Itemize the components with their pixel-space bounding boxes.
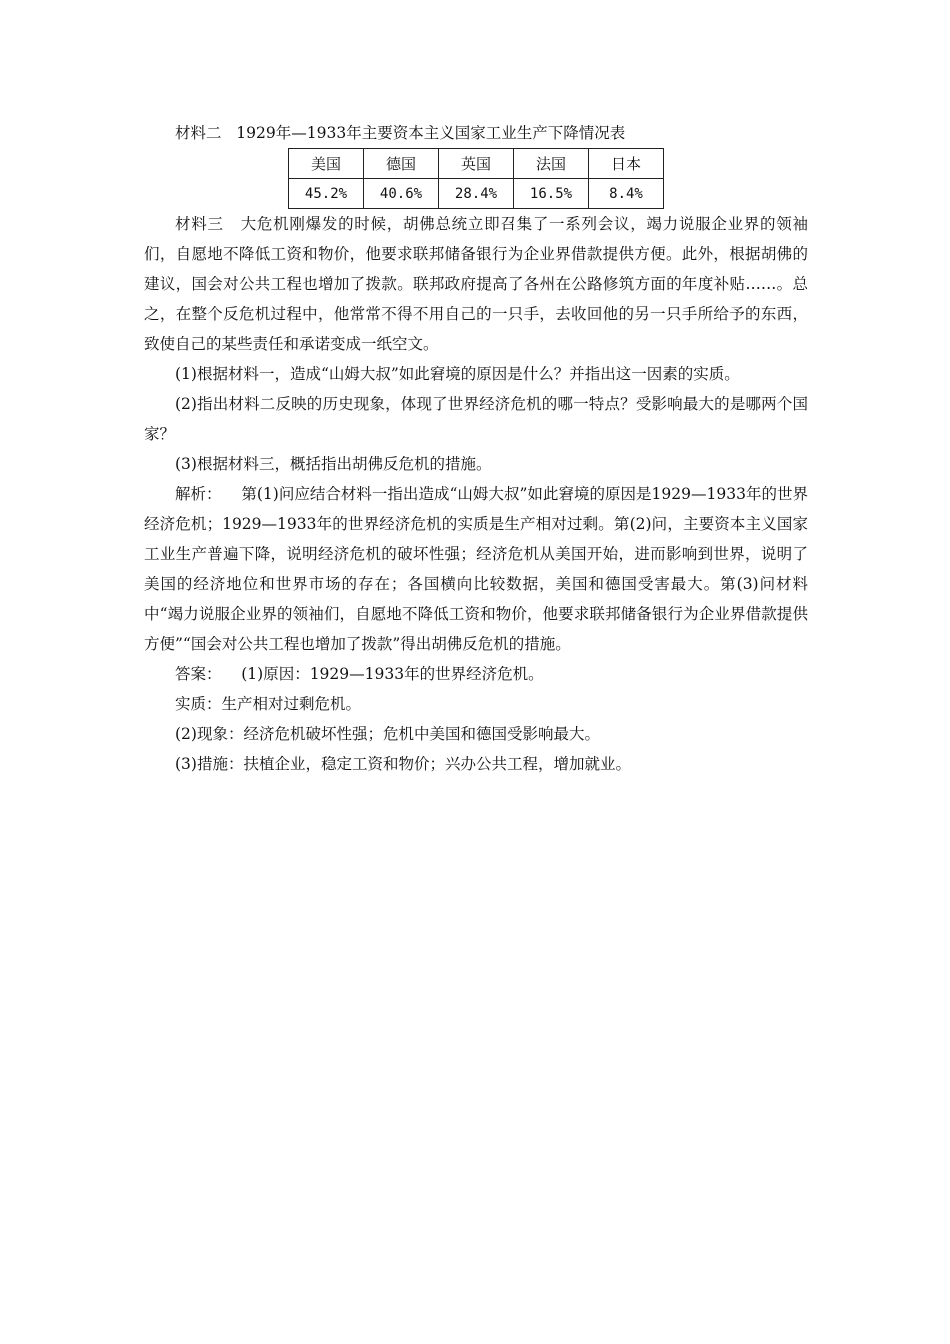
material2-label: 材料二 [175, 124, 222, 142]
question-2: (2)指出材料二反映的历史现象，体现了世界经济危机的哪一特点？受影响最大的是哪两个国家？ [144, 395, 808, 443]
answer-line-2: 实质：生产相对过剩危机。 [175, 695, 362, 713]
analysis-paragraph [144, 479, 808, 659]
table-cell: 28.4% [439, 179, 514, 209]
table-header-cell: 英国 [439, 149, 514, 179]
analysis-label: 解析： [175, 485, 222, 503]
table-cell: 45.2% [289, 179, 364, 209]
table-header-cell: 法国 [514, 149, 589, 179]
answer-text-1: (1)原因：1929—1933年的世界经济危机。 [241, 665, 544, 683]
table-header-cell: 日本 [589, 149, 664, 179]
material3-label: 材料三 [175, 215, 224, 233]
table-cell: 40.6% [364, 179, 439, 209]
table-row [289, 179, 664, 209]
answer-line-4: (3)措施：扶植企业，稳定工资和物价；兴办公共工程，增加就业。 [175, 755, 631, 773]
material2-caption [144, 118, 808, 148]
analysis-text: 第(1)问应结合材料一指出造成“山姆大叔”如此窘境的原因是1929—1933年的世界经济危机；1929—1933年的世界经济危机的实质是生产相对过剩。第(2)问，主要资本主义国家工业生产普遍下降，说明经济危机的破坏性强；经济危机从美国开始，进而影响到世界，说明了美国的经济地位和世界市场的存在；各国横向比较数据，美国和德国受害最大。第(3)问材料中“竭力说服企业界的领袖们，自愿地不降低工资和物价，他要求联邦储备银行为企业界借款提供方便”“国会对公共工程也增加了拨款”得出胡佛反危机的措施。 [144, 485, 808, 653]
material3-text: 大危机刚爆发的时候，胡佛总统立即召集了一系列会议，竭力说服企业界的领袖们，自愿地不降低工资和物价，他要求联邦储备银行为企业界借款提供方便。此外，根据胡佛的建议，国会对公共工程也增加了拨款。联邦政府提高了各州在公路修筑方面的年度补贴……。总之，在整个反危机过程中，他常常不得不用自己的一只手，去收回他的另一只手所给予的东西，致使自己的某些责任和承诺变成一纸空文。 [144, 215, 808, 353]
material3-paragraph [144, 209, 808, 359]
question-1: (1)根据材料一，造成“山姆大叔”如此窘境的原因是什么？并指出这一因素的实质。 [175, 365, 740, 383]
table-cell: 16.5% [514, 179, 589, 209]
table-header-row [289, 149, 664, 179]
table-cell: 8.4% [589, 179, 664, 209]
production-decline-table [288, 148, 664, 209]
material2-title: 1929年—1933年主要资本主义国家工业生产下降情况表 [236, 124, 626, 142]
answer-line-3: (2)现象：经济危机破坏性强；危机中美国和德国受影响最大。 [175, 725, 600, 743]
document-page [144, 118, 808, 779]
answer-label: 答案： [175, 665, 222, 683]
table-header-cell: 德国 [364, 149, 439, 179]
question-3: (3)根据材料三，概括指出胡佛反危机的措施。 [175, 455, 492, 473]
table-header-cell: 美国 [289, 149, 364, 179]
answer-line-1 [144, 659, 808, 689]
